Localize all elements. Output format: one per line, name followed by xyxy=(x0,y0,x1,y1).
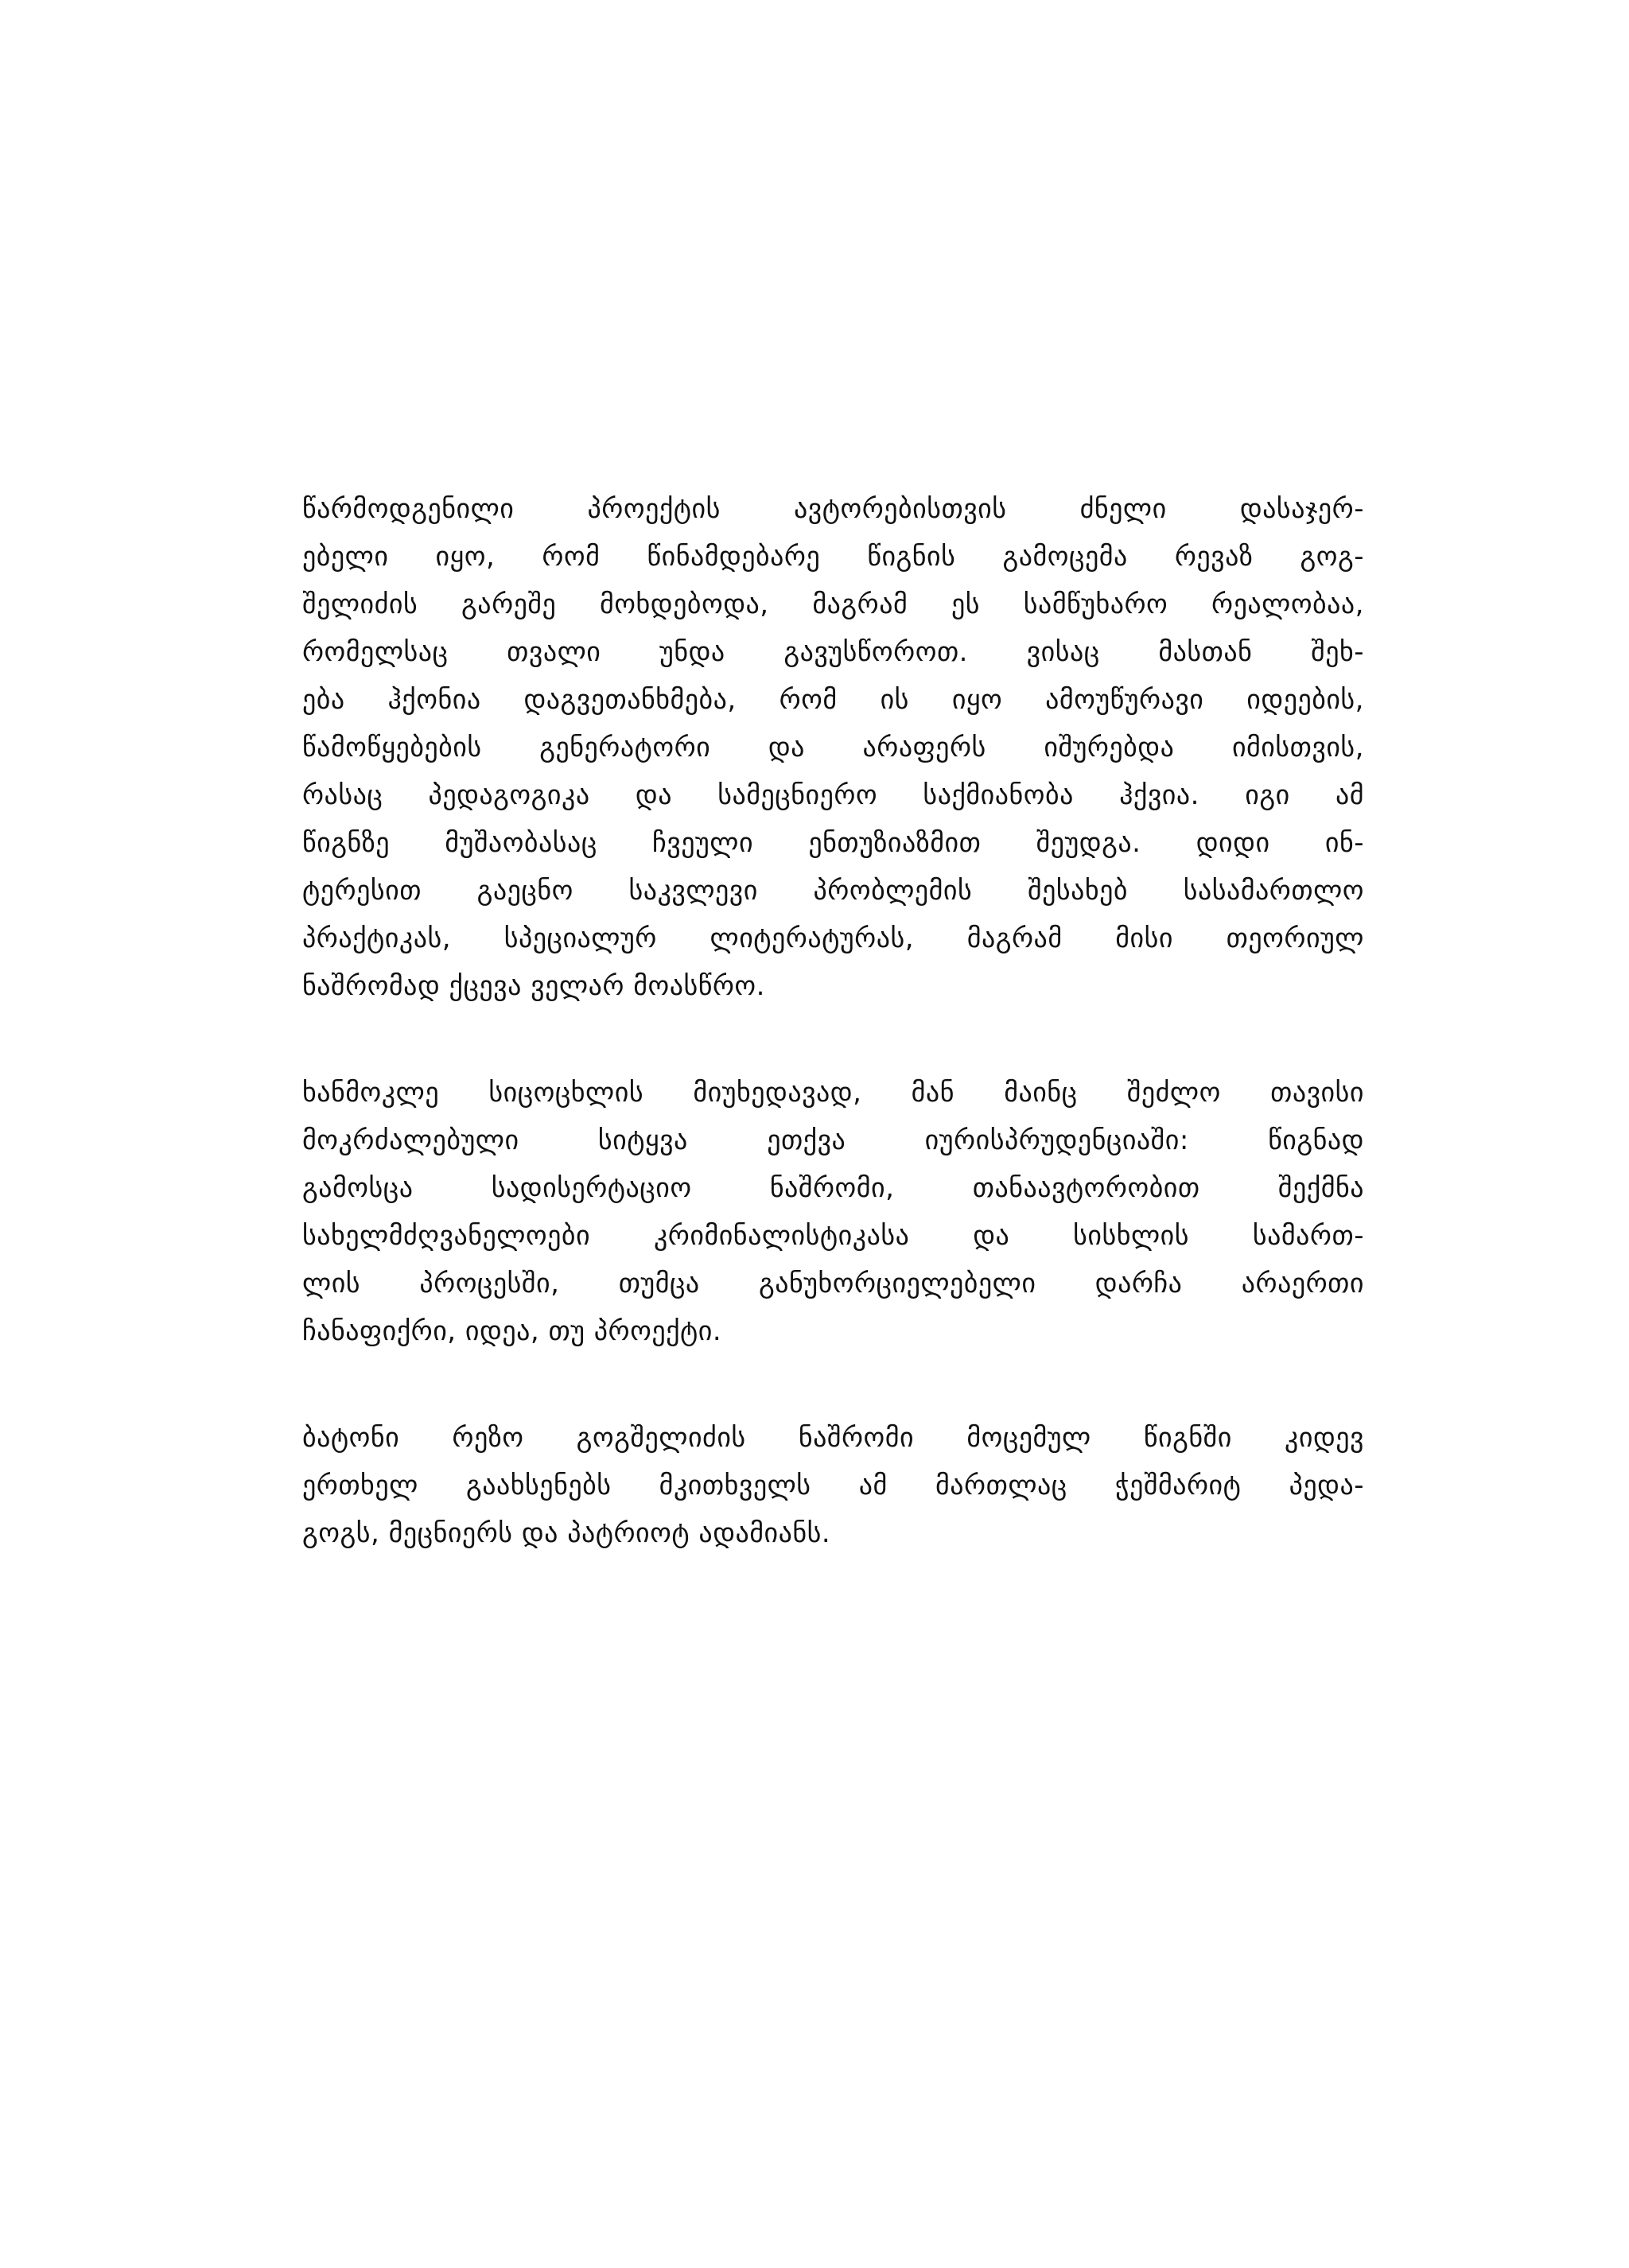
text-line: ნაშრომად ქცევა ველარ მოასწრო. xyxy=(302,970,765,1002)
body-text xyxy=(302,485,1364,1616)
text-line: ებელი იყო, რომ წინამდებარე წიგნის გამოცემა რევაზ გოგ- xyxy=(302,541,1364,573)
text-line: ხანმოკლე სიცოცხლის მიუხედავად, მან მაინც შეძლო თავისი xyxy=(302,1077,1364,1109)
text-line: მოკრძალებული სიტყვა ეთქვა იურისპრუდენციაში: წიგნად xyxy=(302,1124,1364,1156)
text-line: რასაც პედაგოგიკა და სამეცნიერო საქმიანობა ჰქვია. იგი ამ xyxy=(302,779,1364,811)
text-line: წარმოდგენილი პროექტის ავტორებისთვის ძნელი დასაჯერ- xyxy=(302,493,1364,525)
text-line: ტერესით გაეცნო საკვლევი პრობლემის შესახებ სასამართლო xyxy=(302,875,1364,907)
text-line: შელიძის გარეშე მოხდებოდა, მაგრამ ეს სამწუხარო რეალობაა, xyxy=(302,588,1364,620)
text-line: გოგს, მეცნიერს და პატრიოტ ადამიანს. xyxy=(302,1517,831,1549)
text-line: ება ჰქონია დაგვეთანხმება, რომ ის იყო ამოუწურავი იდეების, xyxy=(302,684,1364,716)
text-line: ჩანაფიქრი, იდეა, თუ პროექტი. xyxy=(302,1315,722,1347)
text-line: გამოსცა სადისერტაციო ნაშრომი, თანაავტორობით შექმნა xyxy=(302,1172,1364,1204)
text-line: სახელმძღვანელოები კრიმინალისტიკასა და სისხლის სამართ- xyxy=(302,1220,1364,1252)
paragraph-2 xyxy=(302,1069,1364,1355)
text-line: ერთხელ გაახსენებს მკითხველს ამ მართლაც ჭეშმარიტ პედა- xyxy=(302,1470,1364,1501)
text-line: პრაქტიკას, სპეციალურ ლიტერატურას, მაგრამ მისი თეორიულ xyxy=(302,922,1364,954)
text-line: ლის პროცესში, თუმცა განუხორციელებელი დარჩა არაერთი xyxy=(302,1268,1364,1299)
paragraph-1 xyxy=(302,485,1364,1010)
paragraph-3 xyxy=(302,1414,1364,1557)
text-line: წამოწყებების გენერატორი და არაფერს იშურებდა იმისთვის, xyxy=(302,732,1364,763)
text-line: წიგნზე მუშაობასაც ჩვეული ენთუზიაზმით შეუდგა. დიდი ინ- xyxy=(302,827,1364,859)
text-line: რომელსაც თვალი უნდა გავუსწოროთ. ვისაც მასთან შეხ- xyxy=(302,636,1364,668)
text-line: ბატონი რეზო გოგშელიძის ნაშრომი მოცემულ წიგნში კიდევ xyxy=(302,1422,1364,1454)
